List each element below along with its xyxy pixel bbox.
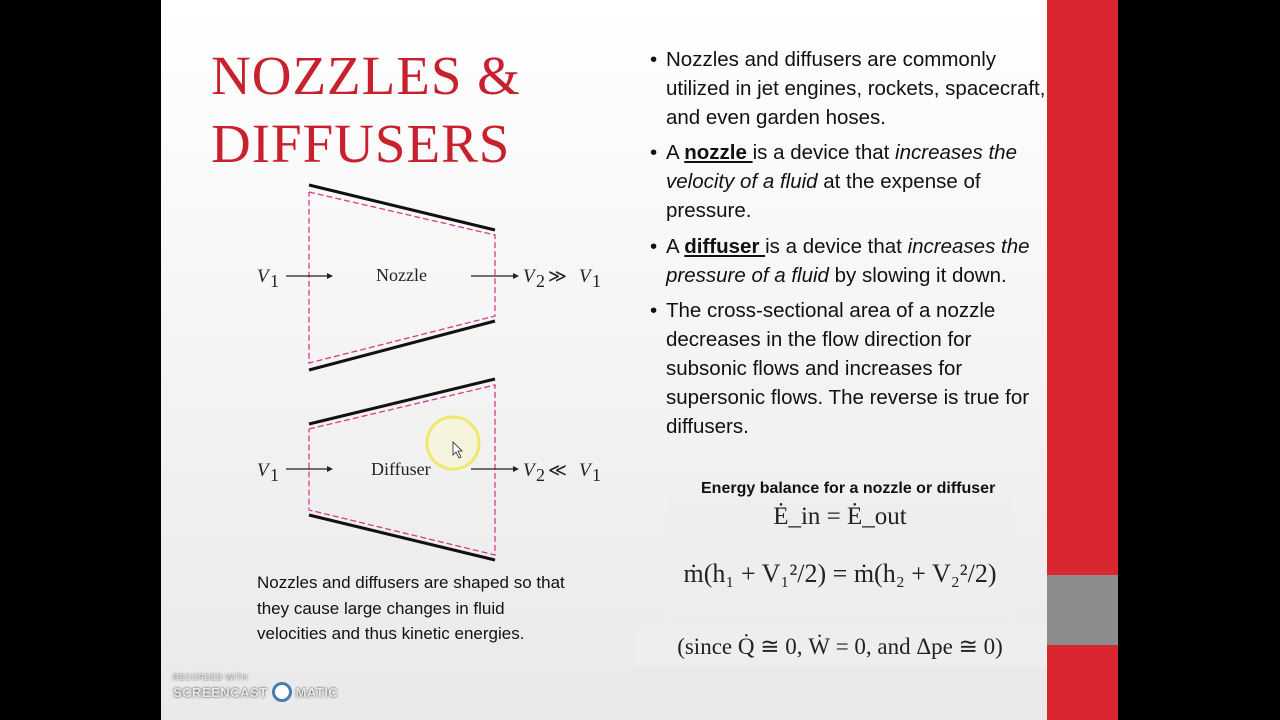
diffuser-v1-compare-sub: 1 [592,465,601,485]
diffuser-v1-sub: 1 [270,465,279,485]
nozzle-v2-sub: 2 [536,271,545,291]
diffuser-bottom-wall [309,515,495,560]
nozzle-v1-compare: V [579,266,591,287]
nozzle-v1-sub: 1 [270,271,279,291]
bullet-item [650,139,1047,225]
title-line-2: DIFFUSERS [211,113,511,174]
slide [161,0,1047,720]
diffuser-v1-compare: V [579,460,591,481]
record-icon [272,682,292,702]
diffuser-top-wall [309,379,495,424]
nozzle-v1-label: V [257,266,269,287]
bullet-text: is a device that [765,234,908,258]
bullet-item [650,297,1047,441]
nozzle-v1-compare-sub: 1 [592,271,601,291]
diffuser-v1-label: V [257,460,269,481]
nozzle-label: Nozzle [376,265,427,285]
bullet-list [650,46,1047,448]
nozzle-bottom-wall [309,321,495,370]
much-greater-symbol: ≫ [548,266,567,286]
nozzle-figure [257,185,601,370]
diffuser-v2-label: V [523,460,535,481]
slide-title [211,42,521,178]
energy-equation: Ė_in = Ė_out [773,503,907,530]
nozzle-top-wall [309,185,495,230]
bullet-text: is a device that [752,141,896,165]
term-diffuser: diffuser [684,234,766,258]
watermark-logo [173,682,338,702]
side-gray-block [1047,575,1118,645]
bullet-item [650,233,1047,291]
bullet-emphasis: increases the pressure of a fluid [666,234,1030,287]
diffuser-label: Diffuser [371,459,431,479]
bullet-text: by slowing it down. [828,263,1007,287]
bullet-text: The cross-sectional area of a nozzle decreases in the flow direction for subsonic flows and increases for supersonic flows. The reverse is true for diffusers. [666,299,1030,438]
screencast-watermark [173,673,338,702]
diffuser-v2-sub: 2 [536,465,545,485]
bullet-text: A [666,141,685,165]
watermark-left: SCREENCAST [173,684,268,700]
term-nozzle: nozzle [684,141,753,165]
enthalpy-equation: ṁ(h₁ + V₁²/2) = ṁ(h₂ + V₂²/2) [683,559,997,588]
energy-balance-title: Energy balance for a nozzle or diffuser [701,480,996,497]
nozzle-v2-label: V [523,266,535,287]
watermark-small-text: RECORDED WITH [173,673,248,682]
assumptions-equation: (since Q̇ ≅ 0, Ẇ = 0, and Δpe ≅ 0) [633,628,1047,666]
bullet-text: at the expense of pressure. [666,170,981,222]
bullet-item [650,46,1047,132]
nozzle-diffuser-diagram [241,170,641,570]
title-line-1: NOZZLES & [211,45,521,106]
watermark-right: MATIC [295,684,339,700]
equation-box [668,499,1012,617]
figure-caption: Nozzles and diffusers are shaped so that they cause large changes in fluid velocities and thus kinetic energies. [257,573,565,643]
diffuser-figure [257,379,601,560]
bullet-text: A [666,234,685,258]
much-less-symbol: ≪ [548,460,567,480]
bullet-emphasis: increases the velocity of a fluid [666,141,1017,194]
bullet-text: Nozzles and diffusers are commonly utilized in jet engines, rockets, spacecraft, and even garden hoses. [666,48,1046,129]
